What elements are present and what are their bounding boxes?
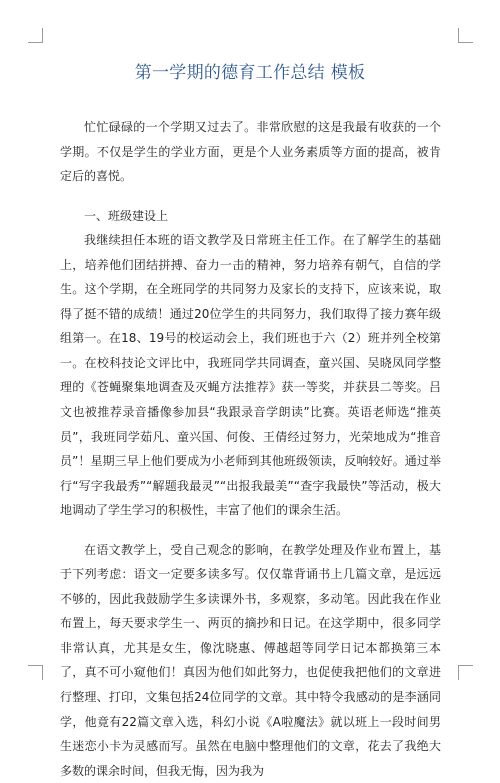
section-heading-class-building: 一、班级建设上 [84,208,169,223]
crop-mark-bottom-left [28,665,43,680]
document-title: 第一学期的德育工作总结 模板 [134,63,366,83]
paragraph-intro: 忙忙碌碌的一个学期又过去了。非常欣慰的这是我最有收获的一个学期。不仅是学生的学业方面，更是个人业务素质等方面的提高，被肯定后的喜悦。 [60,120,441,184]
crop-mark-top-left [28,28,43,43]
crop-mark-top-right [458,28,473,43]
paragraph-chinese-teaching: 在语文教学上，受自己观念的影响，在教学处理及作业布置上，基于下列考虑：语文一定要多读多写。仅仅靠背诵书上几篇文章，是远远不够的，因此我鼓励学生多读课外书，多观察，多动笔。因此我在作业布置上，每天要求学生一、两页的摘抄和日记。在这学期中，很多同学非常认真，尤其是女生，像沈晓惠、傅越超等同学日记本都换第三本了，真不可小窥他们！真因为他们如此努力，也促使我把他们的文章进行整理、打印，文集包括24位同学的文章。其中特令我感动的是李涵同学，他竟有22篇文章入选，科幻小说《A啦魔法》就以班上一段时间男生迷恋小卡为灵感而写。虽然在电脑中整理他们的文章，花去了我绝大多数的课余时间，但我无悔，因为我为 [60,542,441,778]
crop-mark-bottom-right [458,665,473,680]
document-body [60,115,441,783]
paragraph-class-work: 我继续担任本班的语文教学及日常班主任工作。在了解学生的基础上，培养他们团结拼搏、奋力一击的精神，努力培养有朝气，自信的学生。这个学期，在全班同学的共同努力及家长的支持下，应该来说，取得了挺不错的成绩！通过20位学生的共同努力，我们取得了接力赛年级组第一。在18、19号的校运动会上，我们班也于六（2）班并列全校第一。在校科技论文评比中，我班同学共同调查，童兴国、吴晓凤同学整理的《苍蝇聚集地调查及灭蝇方法推荐》获一等奖，并获县二等奖。吕文也被推荐录音播像参加县“我跟录音学朗读”比赛。英语老师选“推英员”，我班同学茹凡、童兴国、何俊、王倩经过努力，光荣地成为“推音员”！星期三早上他们要成为小老师到其他班级领读，反响较好。通过举行“写字我最秀”“解题我最灵”“出报我最美”“查字我最快”等活动，极大地调动了学生学习的积极性，丰富了他们的课余生活。 [60,233,441,518]
